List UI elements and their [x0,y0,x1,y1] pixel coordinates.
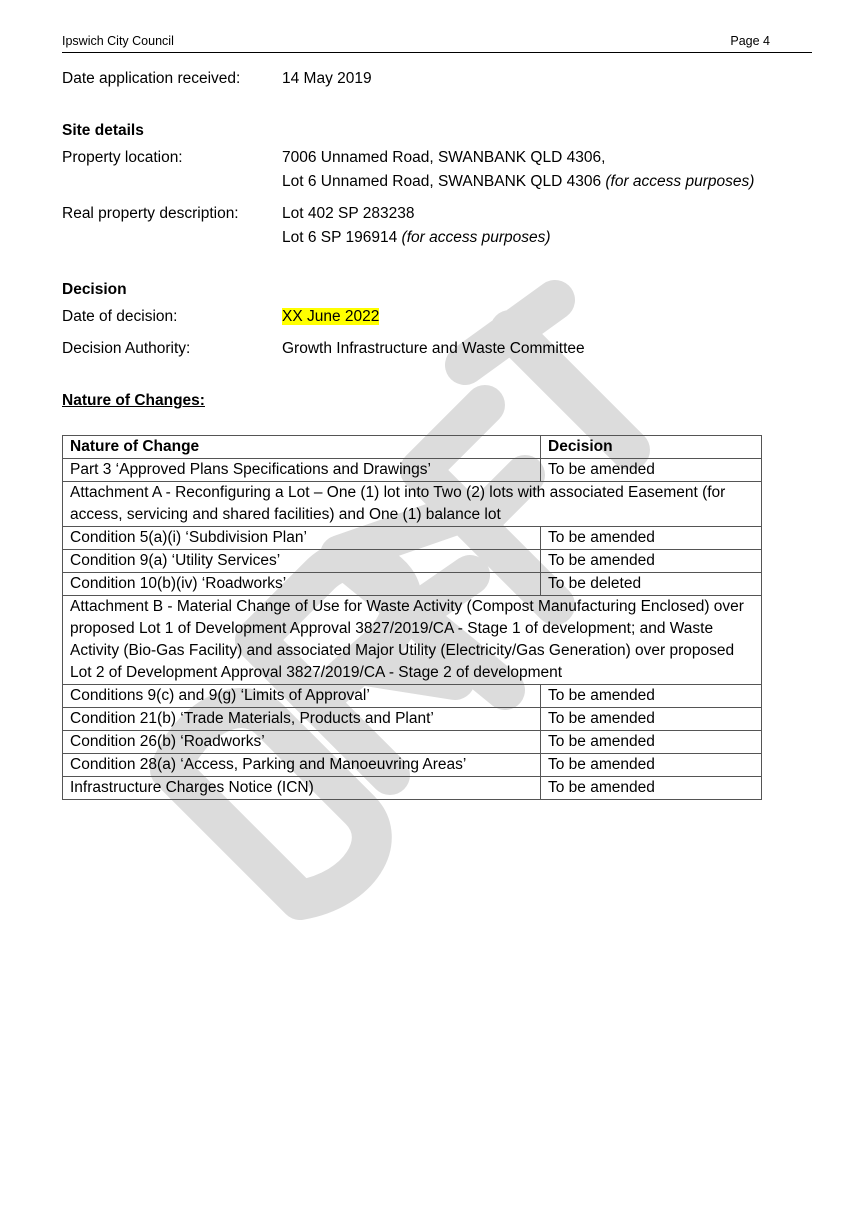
decision-heading: Decision [62,281,127,298]
decision-date-label: Date of decision: [62,308,178,325]
real-property-line1: Lot 402 SP 283238 [282,205,415,222]
page-number: Page 4 [730,34,770,48]
table-row [63,731,762,754]
change-cell: Condition 28(a) ‘Access, Parking and Manoeuvring Areas’ [63,754,541,777]
change-cell: Conditions 9(c) and 9(g) ‘Limits of Approval’ [63,685,541,708]
table-row [63,573,762,596]
real-property-line2 [282,226,551,249]
changes-table [62,435,762,800]
table-row [63,708,762,731]
change-cell: Condition 26(b) ‘Roadworks’ [63,731,541,754]
organisation-name: Ipswich City Council [62,34,174,48]
table-row [63,777,762,800]
decision-cell: To be deleted [541,573,762,596]
decision-cell: To be amended [541,527,762,550]
decision-cell: To be amended [541,731,762,754]
nature-of-changes-heading: Nature of Changes: [62,392,205,409]
table-row [63,754,762,777]
change-cell: Infrastructure Charges Notice (ICN) [63,777,541,800]
table-row [63,685,762,708]
decision-cell: To be amended [541,459,762,482]
decision-authority-value: Growth Infrastructure and Waste Committee [282,340,585,357]
column-header-change: Nature of Change [63,436,541,459]
page-header [62,32,812,53]
date-received-value: 14 May 2019 [282,70,372,87]
attachment-heading-cell: Attachment B - Material Change of Use for Waste Activity (Compost Manufacturing Enclosed) over proposed Lot 1 of Development Approval 3827/2019/CA - Stage 1 of development; and Waste Activity (Bio-Gas Facility) and associated Major Utility (Electricity/Gas Generation) over proposed Lot 2 of Development Approval 3827/2019/CA - Stage 2 of development [63,596,762,685]
date-received-label: Date application received: [62,70,241,87]
real-property-note: (for access purposes) [401,229,551,246]
property-location-label: Property location: [62,149,183,166]
change-cell: Part 3 ‘Approved Plans Specifications and Drawings’ [63,459,541,482]
real-property-label: Real property description: [62,205,239,222]
change-cell: Condition 9(a) ‘Utility Services’ [63,550,541,573]
real-property-line2-text: Lot 6 SP 196914 [282,229,398,246]
table-row [63,482,762,527]
decision-date-highlight: XX June 2022 [282,308,380,325]
site-details-heading: Site details [62,122,144,139]
decision-cell: To be amended [541,777,762,800]
change-cell: Condition 21(b) ‘Trade Materials, Products and Plant’ [63,708,541,731]
decision-cell: To be amended [541,754,762,777]
property-location-line1: 7006 Unnamed Road, SWANBANK QLD 4306, [282,149,606,166]
changes-table-body [63,459,762,800]
decision-authority-label: Decision Authority: [62,340,191,357]
decision-cell: To be amended [541,550,762,573]
table-row [63,527,762,550]
table-row [63,550,762,573]
change-cell: Condition 5(a)(i) ‘Subdivision Plan’ [63,527,541,550]
property-location-line2 [282,170,754,193]
attachment-heading-cell: Attachment A - Reconfiguring a Lot – One (1) lot into Two (2) lots with associated Easement (for access, servicing and shared facilities) and One (1) balance lot [63,482,762,527]
change-cell: Condition 10(b)(iv) ‘Roadworks’ [63,573,541,596]
decision-date-value [282,305,379,328]
property-location-line2-text: Lot 6 Unnamed Road, SWANBANK QLD 4306 [282,173,602,190]
table-row [63,459,762,482]
decision-cell: To be amended [541,685,762,708]
decision-cell: To be amended [541,708,762,731]
property-location-note: (for access purposes) [605,173,755,190]
table-header-row [63,436,762,459]
column-header-decision: Decision [541,436,762,459]
table-row [63,596,762,685]
